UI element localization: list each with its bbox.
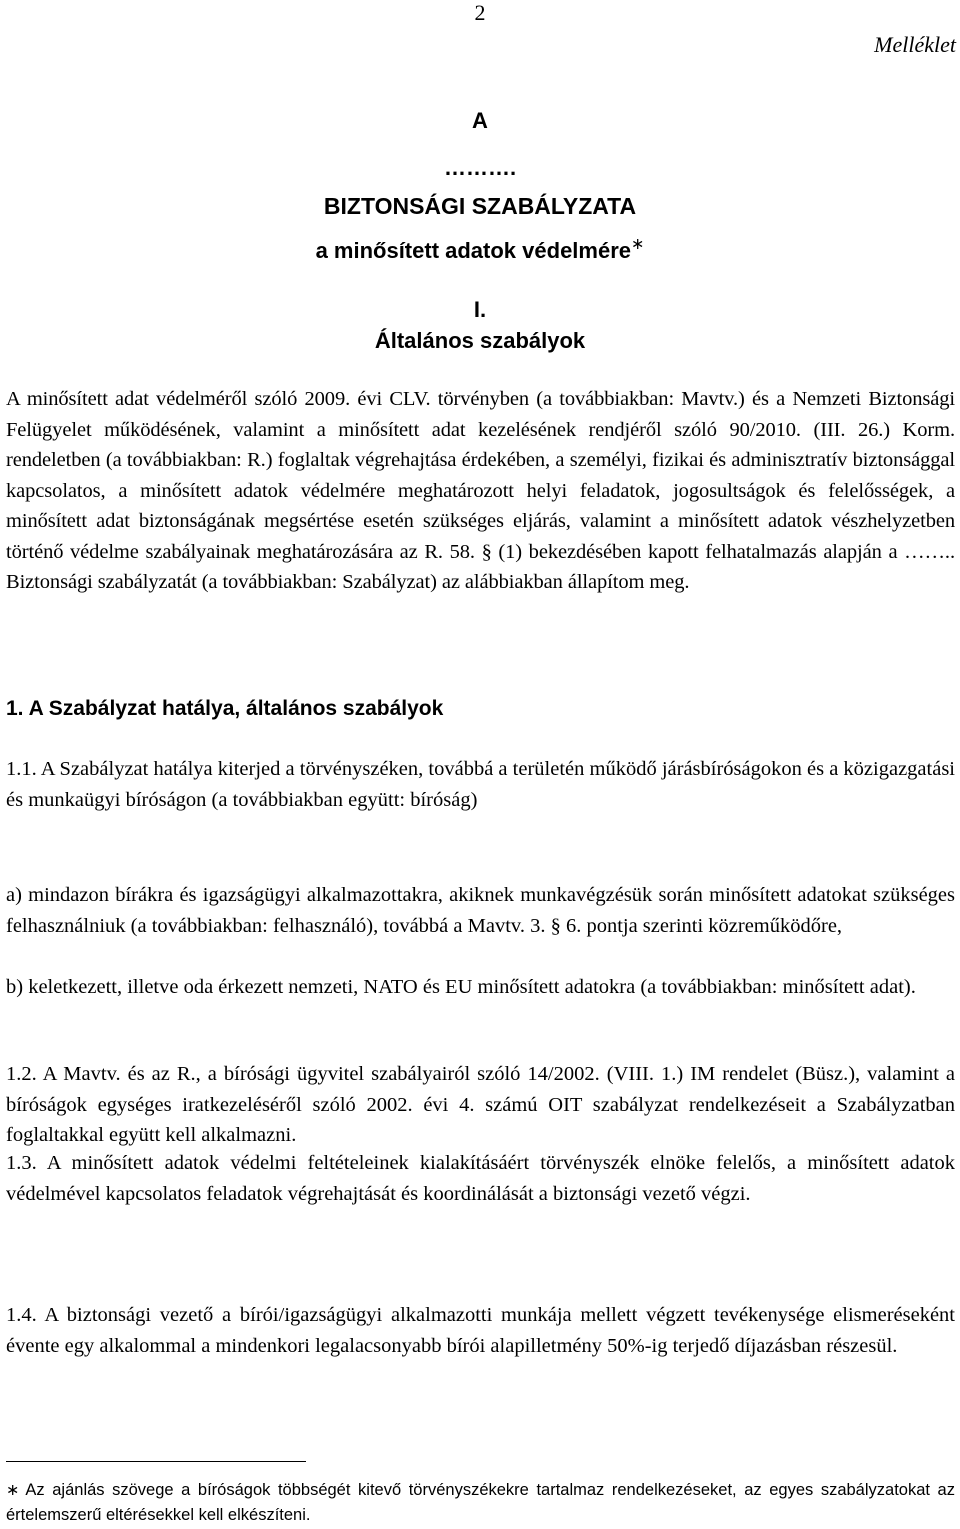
- chapter-title: Általános szabályok: [374, 328, 586, 353]
- title-line-1: A: [472, 108, 488, 133]
- paragraph-1-1: 1.1. A Szabályzat hatálya kiterjed a törvényszéken, továbbá a területén működő járásbíróságokon és a közigazgatási és munkaügyi bíróságon (a továbbiakban együtt: bíróság): [6, 758, 955, 811]
- subtitle-text: a minősített adatok védelmére: [315, 238, 632, 263]
- annex-label: Melléklet: [874, 32, 956, 57]
- footnote-divider: [6, 1461, 306, 1462]
- paragraph-point-b: b) keletkezett, illetve oda érkezett nemzeti, NATO és EU minősített adatokra (a továbbiakban: minősített adat).: [6, 976, 916, 998]
- section-heading: 1. A Szabályzat hatálya, általános szabályok: [6, 697, 444, 720]
- intro-paragraph: A minősített adat védelméről szóló 2009. évi CLV. törvényben (a továbbiakban: Mavtv.) és a Nemzeti Biztonsági Felügyelet működésének, valamint a minősített adat kezelésének rendjéről szóló 90/2010. (III. 26.) Korm. rendeletben (a továbbiakban: R.) foglaltak végrehajtása érdekében, a személyi, fizikai és adminisztratív biztonsággal kapcsolatos, a minősített adatok védelmére meghatározott helyi feladatok, jogosultságok és felelősségek, a minősített adat biztonságának megsértése esetén szükséges eljárás, valamint a minősített adatok vészhelyzetben történő védelme szabályainak meghatározására az R. 58. § (1) bekezdésében kapott felhatalmazás alapján a …….. Biztonsági szabályzatát (a továbbiakban: Szabályzat) az alábbiakban állapítom meg.: [6, 388, 955, 593]
- footnote: [6, 1478, 955, 1528]
- paragraph-point-a: a) mindazon bírákra és igazságügyi alkalmazottakra, akiknek munkavégzésük során minősített adatokat szükséges felhasználniuk (a továbbiakban: felhasználó), továbbá a Mavtv. 3. § 6. pontja szerinti közreműködőre,: [6, 884, 955, 937]
- paragraph-1-4: 1.4. A biztonsági vezető a bírói/igazságügyi alkalmazotti munkája mellett végzett tevékenysége elismeréseként évente egy alkalommal a mindenkori legalacsonyabb bírói alapilletmény 50%-ig terjedő díjazásban részesül.: [6, 1304, 955, 1357]
- footnote-marker: ∗: [6, 1482, 20, 1499]
- document-title: BIZTONSÁGI SZABÁLYZATA: [323, 193, 637, 219]
- paragraph-1-3: 1.3. A minősített adatok védelmi feltételeinek kialakításáért törvényszék elnöke felelős, a minősített adatok védelmével kapcsolatos feladatok végrehajtását és koordinálását a biztonsági vezető végzi.: [6, 1152, 955, 1205]
- footnote-reference: ∗: [631, 236, 645, 253]
- title-placeholder: ……….: [443, 155, 517, 180]
- paragraph-1-2: 1.2. A Mavtv. és az R., a bírósági ügyvitel szabályairól szóló 14/2002. (VIII. 1.) IM rendelet (Büsz.), valamint a bíróságok egységes iratkezeléséről szóló 2002. évi 4. számú OIT szabályzat rendelkezéseit a Szabályzatban foglaltakkal együtt kell alkalmazni.: [6, 1063, 955, 1146]
- document-subtitle: [0, 238, 960, 264]
- footnote-text: Az ajánlás szövege a bíróságok többségét kitevő törvényszékekre tartalmaz rendelkezéseket, az egyes szabályzatokat az értelemszerű eltérésekkel kell elkészíteni.: [6, 1481, 955, 1524]
- chapter-number: I.: [473, 297, 487, 322]
- page-number: 2: [474, 0, 486, 25]
